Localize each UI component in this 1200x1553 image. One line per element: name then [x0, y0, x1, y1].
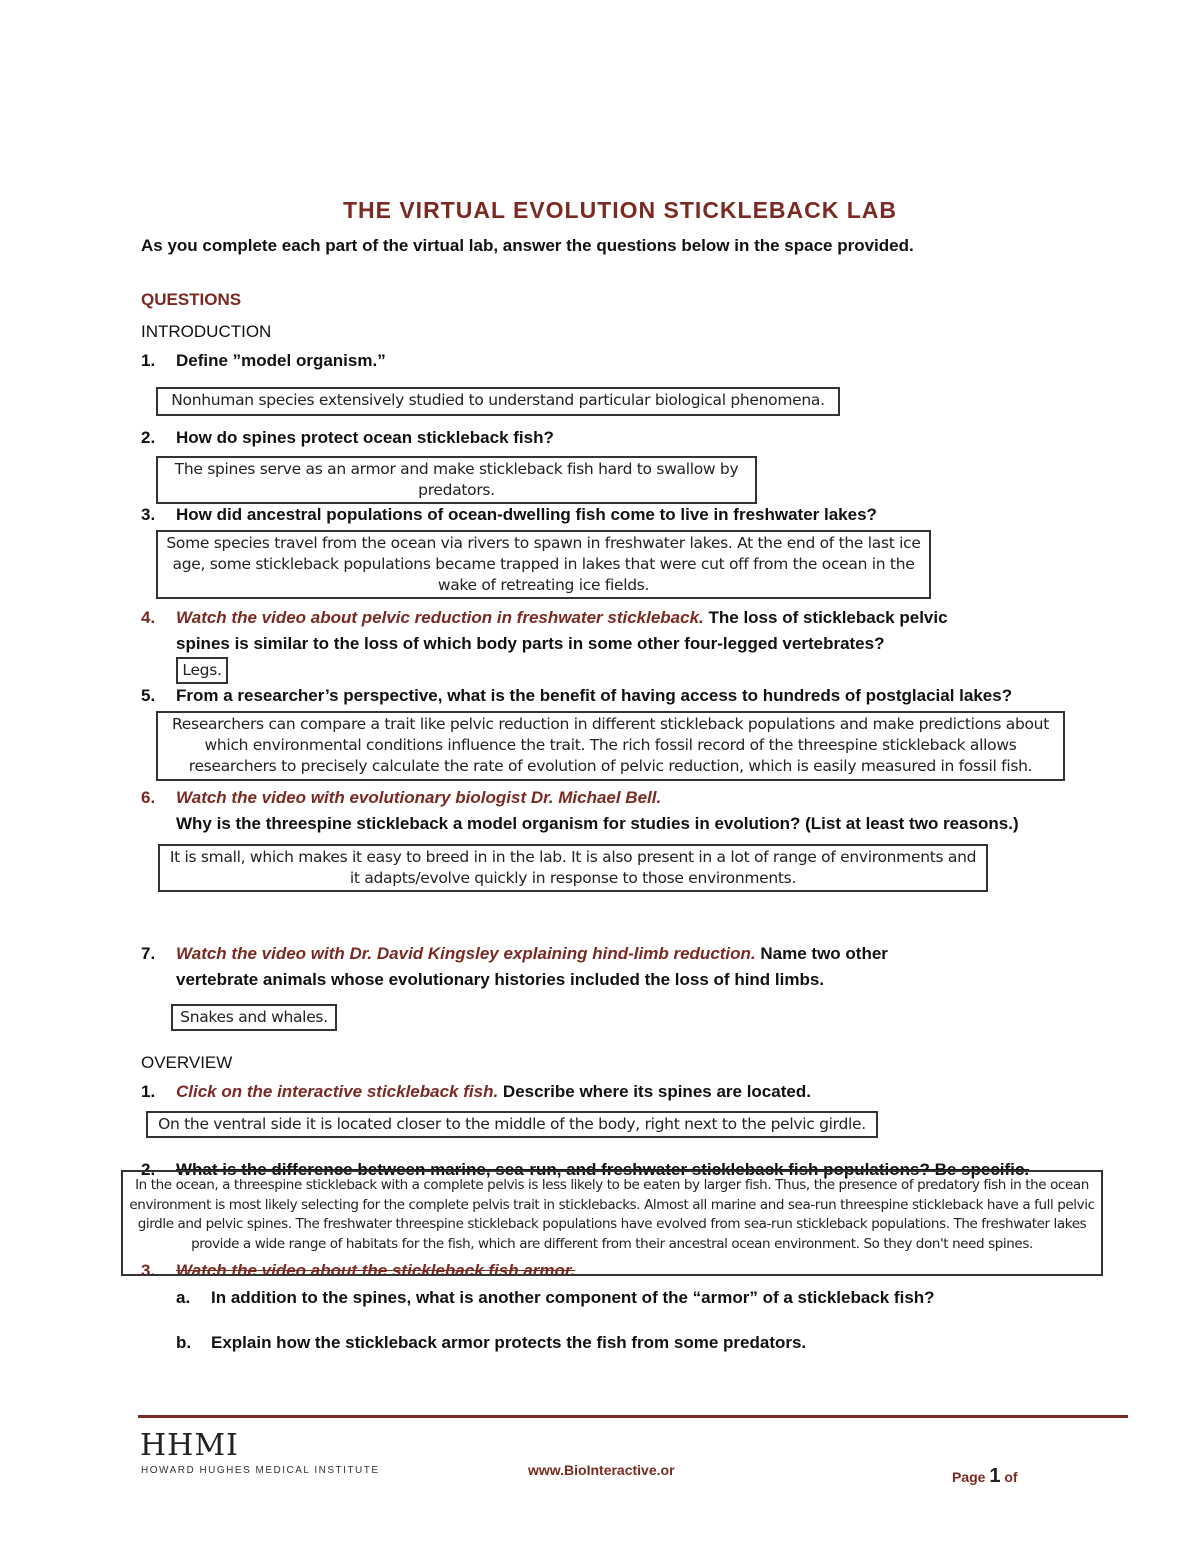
- video-instruction: Watch the video about pelvic reduction in freshwater stickleback.: [176, 608, 704, 627]
- question-number: 1.: [141, 351, 156, 370]
- interactive-instruction: Click on the interactive stickleback fish.: [176, 1082, 499, 1101]
- question-number: 5.: [141, 686, 156, 705]
- video-instruction: Watch the video with Dr. David Kingsley explaining hind-limb reduction.: [176, 944, 756, 963]
- website-link[interactable]: www.BioInteractive.or: [528, 1462, 675, 1478]
- sub-label: b.: [176, 1333, 192, 1352]
- question-number: 3.: [141, 505, 156, 524]
- question-text: Why is the threespine stickleback a model organism for studies in evolution? (List at least two reasons.): [176, 814, 1019, 833]
- sub-question-text: In addition to the spines, what is another component of the “armor” of a stickleback fish?: [211, 1288, 935, 1307]
- page-label: Page: [952, 1469, 990, 1485]
- sub-label: a.: [176, 1288, 191, 1307]
- answer-box-overview-2[interactable]: In the ocean, a threespine stickleback with a complete pelvis is less likely to be eaten by larger fish. Thus, the presence of predatory fish in the ocean environment is most likely selecting for the complete pelvis trait in sticklebacks. Almost all marine and sea-run threespine stickleback have a full pelvic girdle and pelvic spines. The freshwater threespine stickleback populations have evolved from sea-run stickleback populations. The freshwater lakes provide a wide range of habitats for the fish, which are different from their ancestral ocean environment. So they don't need spines.: [121, 1170, 1103, 1276]
- question-number: 4.: [141, 608, 156, 627]
- answer-box-intro-2[interactable]: The spines serve as an armor and make stickleback fish hard to swallow by predators.: [156, 456, 757, 504]
- overview-heading: OVERVIEW: [141, 1053, 233, 1072]
- video-instruction: Watch the video about the stickleback fish armor.: [176, 1261, 576, 1280]
- page-title: THE VIRTUAL EVOLUTION STICKLEBACK LAB: [342, 197, 898, 223]
- answer-box-intro-7[interactable]: Snakes and whales.: [171, 1004, 337, 1031]
- hhmi-logo: HHMI: [140, 1428, 239, 1463]
- questions-heading: QUESTIONS: [141, 290, 242, 309]
- answer-box-overview-1[interactable]: On the ventral side it is located closer to the middle of the body, right next to the pelvic girdle.: [146, 1111, 878, 1138]
- question-text: Describe where its spines are located.: [498, 1082, 811, 1101]
- answer-box-intro-1[interactable]: Nonhuman species extensively studied to understand particular biological phenomena.: [156, 387, 840, 416]
- question-number: 2.: [141, 428, 156, 447]
- question-number: 2.: [141, 1160, 156, 1179]
- question-text-cont: spines is similar to the loss of which body parts in some other four-legged vertebrates?: [176, 634, 885, 653]
- answer-box-intro-4[interactable]: Legs.: [176, 657, 228, 684]
- overview-question-3a: [176, 1288, 935, 1308]
- question-text: What is the difference between marine, sea-run, and freshwater stickleback fish populations? Be specific.: [176, 1160, 1030, 1179]
- video-instruction: Watch the video with evolutionary biologist Dr. Michael Bell.: [176, 788, 662, 807]
- hhmi-logo-subtitle: HOWARD HUGHES MEDICAL INSTITUTE: [141, 1465, 380, 1476]
- question-number: 6.: [141, 788, 156, 807]
- page-number-value: 1: [989, 1465, 1001, 1487]
- question-number: 7.: [141, 944, 156, 963]
- question-number: 3.: [141, 1261, 156, 1280]
- question-text: From a researcher’s perspective, what is the benefit of having access to hundreds of postglacial lakes?: [176, 686, 1013, 705]
- footer-divider: [138, 1415, 1128, 1418]
- introduction-heading: INTRODUCTION: [141, 322, 272, 341]
- sub-question-text: Explain how the stickleback armor protects the fish from some predators.: [211, 1333, 807, 1352]
- overview-question-3b: [176, 1333, 807, 1353]
- answer-box-intro-6[interactable]: It is small, which makes it easy to breed in in the lab. It is also present in a lot of range of environments and it adapts/evolve quickly in response to those environments.: [158, 844, 988, 892]
- question-text: The loss of stickleback pelvic: [703, 608, 948, 627]
- question-number: 1.: [141, 1082, 156, 1101]
- question-text: Name two other: [755, 944, 888, 963]
- page-number: [952, 1465, 1018, 1488]
- page-of: of: [1000, 1469, 1018, 1485]
- question-text-cont: vertebrate animals whose evolutionary histories included the loss of hind limbs.: [176, 970, 825, 989]
- answer-box-intro-3[interactable]: Some species travel from the ocean via rivers to spawn in freshwater lakes. At the end of the last ice age, some stickleback populations became trapped in lakes that were cut off from the ocean in the wake of retreating ice fields.: [156, 530, 931, 599]
- answer-box-intro-5[interactable]: Researchers can compare a trait like pelvic reduction in different stickleback populations and make predictions about which environmental conditions influence the trait. The rich fossil record of the threespine stickleback allows researchers to precisely calculate the rate of evolution of pelvic reduction, which is easily measured in fossil fish.: [156, 711, 1065, 781]
- question-text: Define ”model organism.”: [176, 351, 386, 370]
- question-text: How do spines protect ocean stickleback fish?: [176, 428, 554, 447]
- instructions: As you complete each part of the virtual lab, answer the questions below in the space provided.: [141, 236, 914, 255]
- question-text: How did ancestral populations of ocean-dwelling fish come to live in freshwater lakes?: [176, 505, 877, 524]
